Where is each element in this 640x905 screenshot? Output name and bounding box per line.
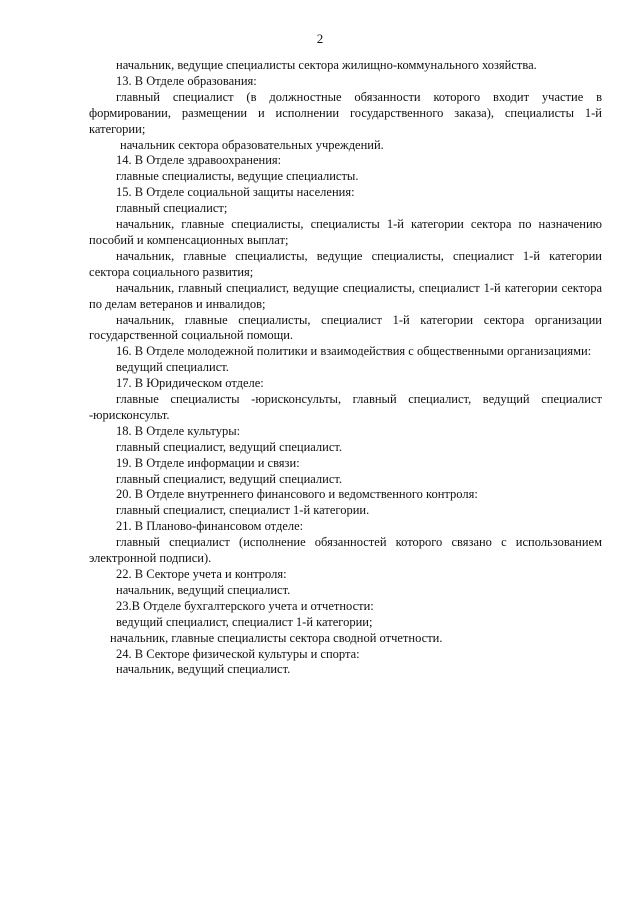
paragraph-bookkeeping-dept-heading: 23.В Отделе бухгалтерского учета и отчетности:: [116, 598, 374, 613]
paragraph-social-development-staff: начальник, главные специалисты, ведущие специалисты, специалист 1-й категории сектора социального развития;: [89, 248, 602, 279]
paragraph-sports-sector-heading: 24. В Секторе физической культуры и спорта:: [116, 646, 360, 661]
paragraph-accounting-control-staff: начальник, ведущий специалист.: [116, 582, 291, 597]
paragraph-benefits-sector-staff: начальник, главные специалисты, специалисты 1-й категории сектора по назначению пособий и компенсационных выплат;: [89, 217, 602, 247]
paragraph-sports-staff: начальник, ведущий специалист.: [116, 662, 291, 677]
paragraph-health-staff: главные специалисты, ведущие специалисты.: [116, 169, 359, 184]
paragraph-education-sector-head: начальник сектора образовательных учреждений.: [120, 137, 384, 152]
paragraph-housing-sector-staff: начальник, ведущие специалисты сектора жилищно-коммунального хозяйства.: [116, 58, 537, 72]
paragraph-accounting-control-heading: 22. В Секторе учета и контроля:: [116, 567, 287, 581]
paragraph-legal-staff: главные специалисты -юрисконсульты, главный специалист, ведущий специалист -юрисконсульт.: [89, 392, 602, 422]
paragraph-summary-reporting-staff: начальник, главные специалисты сектора сводной отчетности.: [110, 630, 443, 645]
paragraph-control-staff: главный специалист, специалист 1-й категории.: [116, 503, 370, 518]
paragraph-social-protection-heading: 15. В Отделе социальной защиты населения:: [116, 185, 355, 200]
paragraph-youth-staff: ведущий специалист.: [116, 360, 229, 375]
paragraph-finance-staff: главный специалист (исполнение обязанностей которого связано с использованием электронной подписи).: [89, 535, 602, 566]
paragraph-veterans-sector-staff: начальник, главный специалист, ведущие специалисты, специалист 1-й категории сектора по делам ветеранов и инвалидов;: [89, 280, 602, 311]
paragraph-culture-dept-heading: 18. В Отделе культуры:: [116, 423, 241, 438]
paragraph-legal-dept-heading: 17. В Юридическом отделе:: [116, 376, 264, 391]
paragraph-culture-staff: главный специалист, ведущий специалист.: [116, 439, 343, 454]
paragraph-education-dept-heading: 13. В Отделе образования:: [116, 73, 257, 88]
paragraph-control-dept-heading: 20. В Отделе внутреннего финансового и ведомственного контроля:: [116, 487, 478, 502]
paragraph-social-chief-specialist: главный специалист;: [116, 201, 228, 216]
paragraph-youth-policy-heading: 16. В Отделе молодежной политики и взаимодействия с общественными организациями:: [116, 344, 592, 359]
paragraph-information-staff: главный специалист, ведущий специалист.: [116, 471, 343, 486]
paragraph-information-dept-heading: 19. В Отделе информации и связи:: [116, 455, 300, 470]
paragraph-finance-dept-heading: 21. В Планово-финансовом отделе:: [116, 519, 304, 534]
document-body: [89, 58, 602, 678]
paragraph-bookkeeping-staff: ведущий специалист, специалист 1-й категории;: [116, 614, 373, 629]
paragraph-education-chief-specialist: главный специалист (в должностные обязанности которого входит участие в формировании, размещении и исполнении государственного заказа), специалисты 1-й категории;: [89, 89, 602, 136]
page-number: 2: [316, 31, 324, 46]
paragraph-state-social-help-staff: начальник, главные специалисты, специалист 1-й категории сектора организации государственной социальной помощи.: [89, 312, 602, 343]
paragraph-health-dept-heading: 14. В Отделе здравоохранения:: [116, 153, 282, 168]
